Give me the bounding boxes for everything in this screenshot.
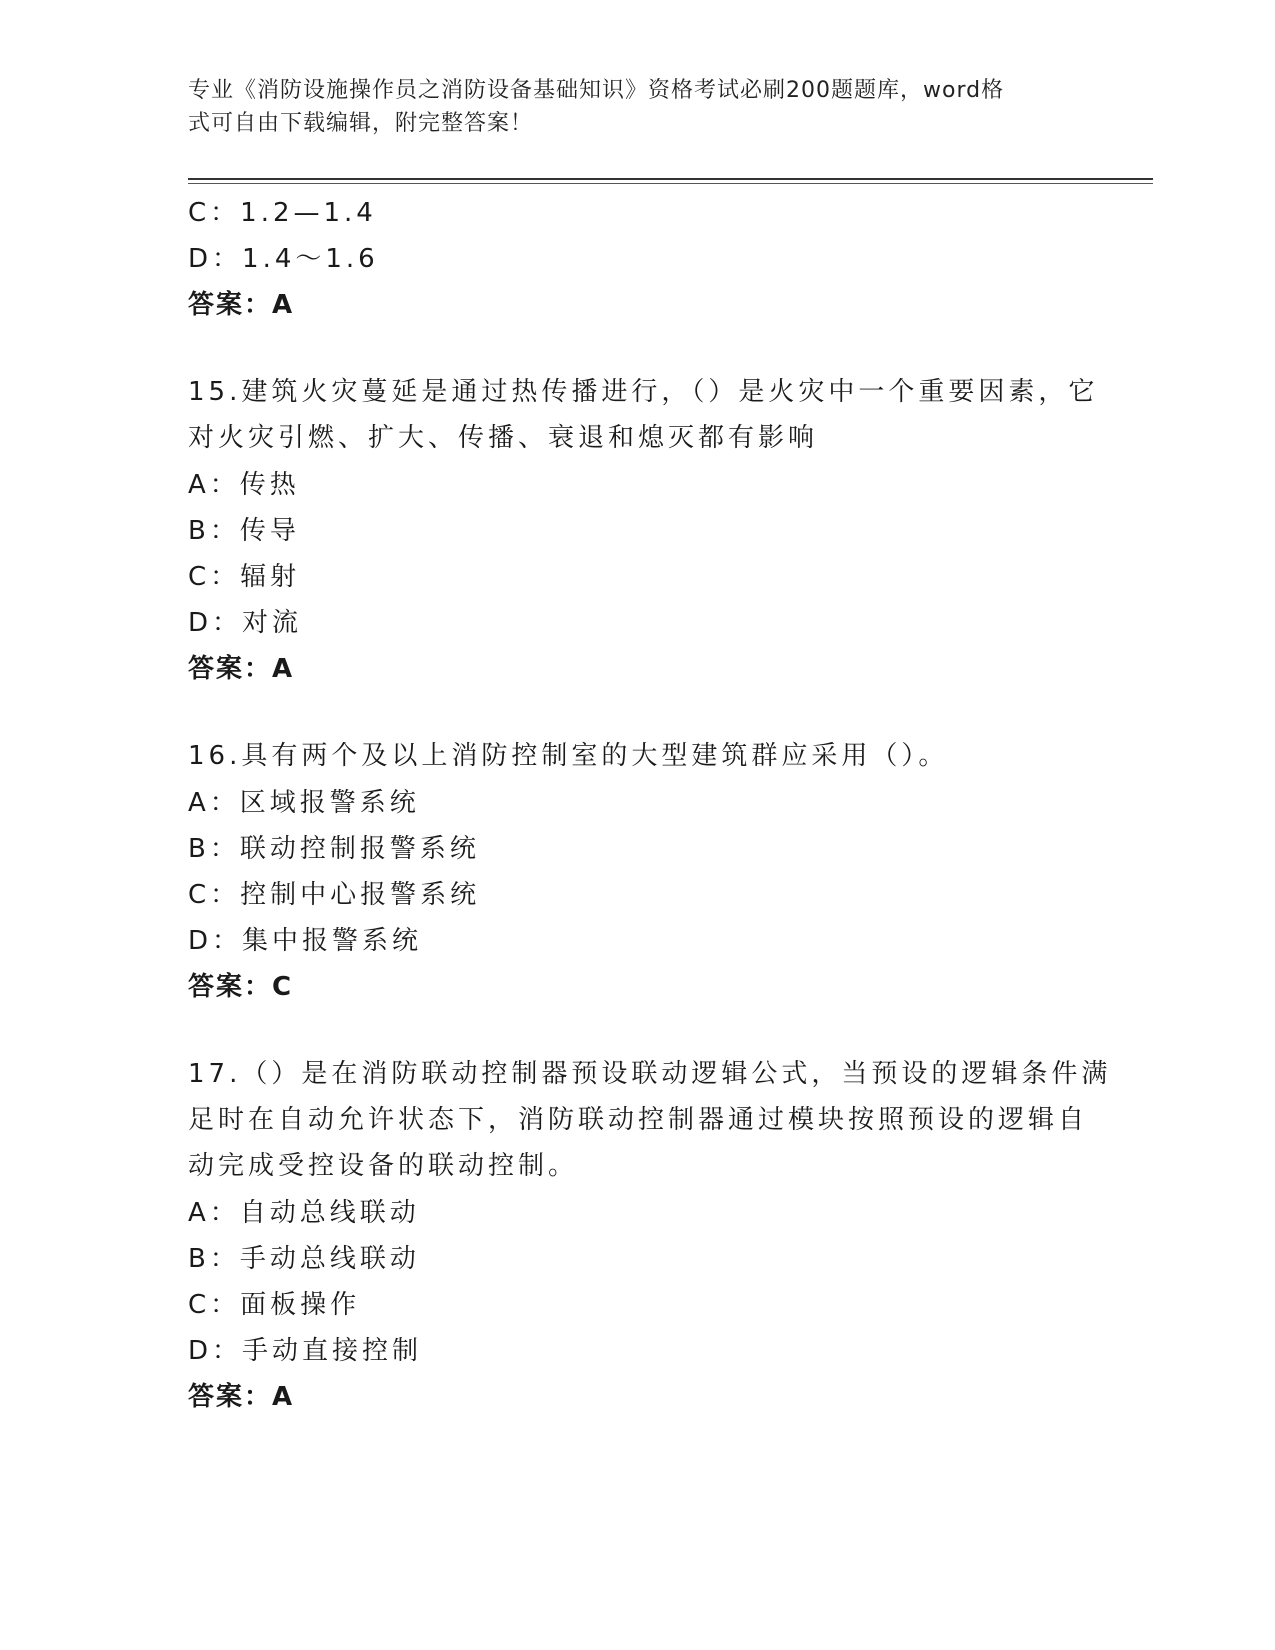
answer-line: 答案：C bbox=[188, 972, 294, 1002]
option-a: A：传热 bbox=[188, 470, 300, 500]
option-a: A：自动总线联动 bbox=[188, 1198, 420, 1228]
spacer bbox=[188, 328, 1088, 370]
answer-line: 答案：A bbox=[188, 654, 295, 684]
question-stem-line: 动完成受控设备的联动控制。 bbox=[188, 1151, 579, 1181]
question-stem-line: 16.具有两个及以上消防控制室的大型建筑群应采用（）。 bbox=[188, 741, 949, 771]
spacer bbox=[188, 692, 1088, 734]
option-b: B：联动控制报警系统 bbox=[188, 834, 480, 864]
header-line-2: 式可自由下载编辑，附完整答案！ bbox=[188, 111, 534, 136]
question-content bbox=[188, 190, 1112, 1420]
option-d: D：手动直接控制 bbox=[188, 1336, 423, 1366]
option-c: C：辐射 bbox=[188, 562, 301, 592]
option-b: B：传导 bbox=[188, 516, 300, 546]
header-line-1: 专业《消防设施操作员之消防设备基础知识》资格考试必刷200题题库，word格 bbox=[188, 78, 1005, 103]
spacer bbox=[188, 1010, 1088, 1052]
question-stem-line: 17.（）是在消防联动控制器预设联动逻辑公式，当预设的逻辑条件满 bbox=[188, 1059, 1112, 1089]
option-c: C：控制中心报警系统 bbox=[188, 880, 481, 910]
previous-question-tail bbox=[188, 190, 1088, 328]
option-c: C：面板操作 bbox=[188, 1290, 361, 1320]
option-d: D：集中报警系统 bbox=[188, 926, 423, 956]
answer-line: 答案：A bbox=[188, 290, 295, 320]
option-b: B：手动总线联动 bbox=[188, 1244, 420, 1274]
option-a: A：区域报警系统 bbox=[188, 788, 420, 818]
question-stem-line: 对火灾引燃、扩大、传播、衰退和熄灭都有影响 bbox=[188, 423, 819, 453]
question-stem-line: 足时在自动允许状态下，消防联动控制器通过模块按照预设的逻辑自 bbox=[188, 1105, 1089, 1135]
question-stem-line: 15.建筑火灾蔓延是通过热传播进行，（）是火灾中一个重要因素，它 bbox=[188, 377, 1099, 407]
answer-line: 答案：A bbox=[188, 1382, 295, 1412]
header-divider-thin bbox=[188, 183, 1153, 184]
question-17 bbox=[188, 1052, 1112, 1420]
header-divider-thick bbox=[188, 178, 1153, 180]
question-16 bbox=[188, 734, 1088, 1010]
option-c: C：1.2—1.4 bbox=[188, 198, 377, 228]
question-15 bbox=[188, 370, 1099, 692]
option-d: D：1.4～1.6 bbox=[188, 244, 379, 274]
option-d: D：对流 bbox=[188, 608, 303, 638]
document-header bbox=[188, 74, 1078, 140]
